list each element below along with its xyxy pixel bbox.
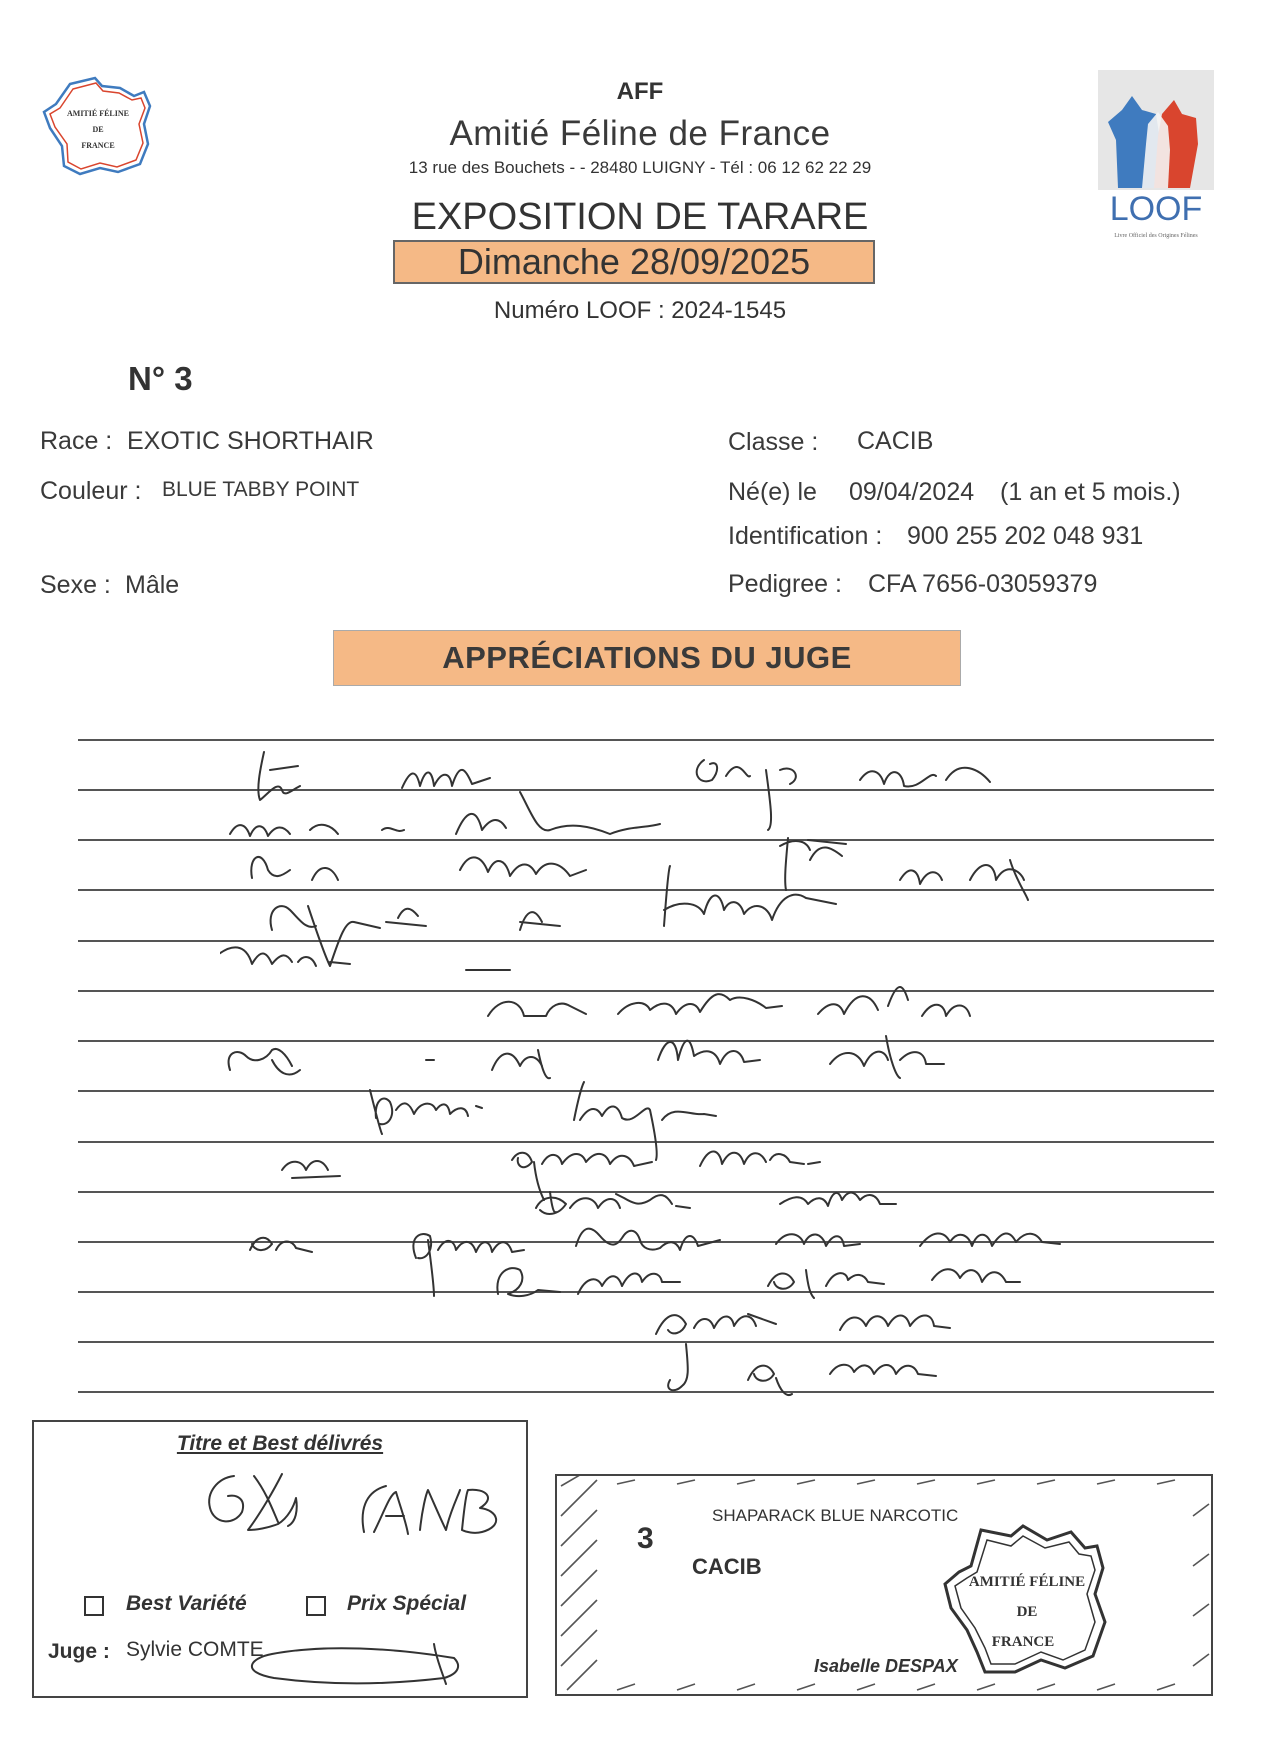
sex-value: Mâle	[125, 571, 180, 599]
label-cat-class: CACIB	[692, 1554, 762, 1579]
pedigree-label: Pedigree :	[728, 570, 842, 598]
handwritten-comments	[220, 730, 1220, 1470]
cat-label-box	[555, 1474, 1213, 1696]
judge-signature	[34, 1422, 526, 1696]
titles-box	[32, 1420, 528, 1698]
svg-text:AMITIÉ FÉLINE: AMITIÉ FÉLINE	[66, 109, 130, 118]
class-label: Classe :	[728, 428, 819, 456]
label-cat-number: 3	[637, 1522, 654, 1555]
svg-text:DE: DE	[1016, 1604, 1038, 1620]
aff-logo	[40, 72, 160, 182]
loof-number: Numéro LOOF : 2024-1545	[493, 297, 787, 324]
class-value: CACIB	[857, 427, 934, 455]
svg-text:DE: DE	[92, 125, 104, 134]
svg-text:Livre Officiel des Origines Fé: Livre Officiel des Origines Félines	[1114, 233, 1198, 239]
cat-number: N° 3	[128, 360, 193, 397]
club-acronym: AFF	[616, 78, 664, 105]
judge-name: Sylvie COMTE	[126, 1638, 264, 1661]
club-name: Amitié Féline de France	[449, 114, 831, 153]
pedigree-value: CFA 7656-03059379	[868, 570, 1098, 598]
born-label: Né(e) le	[728, 478, 817, 506]
judge-label: Juge :	[48, 1640, 110, 1663]
label-cat-name: SHAPARACK BLUE NARCOTIC	[712, 1506, 959, 1525]
titles-box-title: Titre et Best délivrés	[176, 1432, 384, 1455]
age-value: (1 an et 5 mois.)	[1000, 478, 1181, 506]
special-prize-label: Prix Spécial	[347, 1592, 467, 1615]
judge-appreciation-title: APPRÉCIATIONS DU JUGE	[333, 630, 961, 686]
exhibition-title: EXPOSITION DE TARARE	[411, 196, 869, 238]
club-address: 13 rue des Bouchets - - 28480 LUIGNY - Tél : 06 12 62 22 29	[408, 158, 872, 177]
race-label: Race :	[40, 427, 113, 455]
identification-label: Identification :	[728, 522, 883, 550]
label-steward-name: Isabelle DESPAX	[814, 1656, 958, 1676]
identification-value: 900 255 202 048 931	[907, 522, 1144, 550]
sex-label: Sexe :	[40, 571, 111, 599]
loof-logo	[1098, 70, 1218, 245]
svg-text:FRANCE: FRANCE	[991, 1634, 1055, 1650]
race-value: EXOTIC SHORTHAIR	[127, 427, 374, 455]
best-variety-label: Best Variété	[126, 1592, 247, 1615]
color-label: Couleur :	[40, 477, 142, 505]
svg-text:FRANCE: FRANCE	[81, 141, 115, 150]
exhibition-date: Dimanche 28/09/2025	[393, 240, 875, 284]
aff-stamp	[937, 1522, 1137, 1698]
color-value: BLUE TABBY POINT	[162, 478, 360, 501]
svg-text:LOOF: LOOF	[1109, 190, 1203, 228]
born-value: 09/04/2024	[849, 478, 975, 506]
svg-text:AMITIÉ FÉLINE: AMITIÉ FÉLINE	[968, 1574, 1086, 1590]
